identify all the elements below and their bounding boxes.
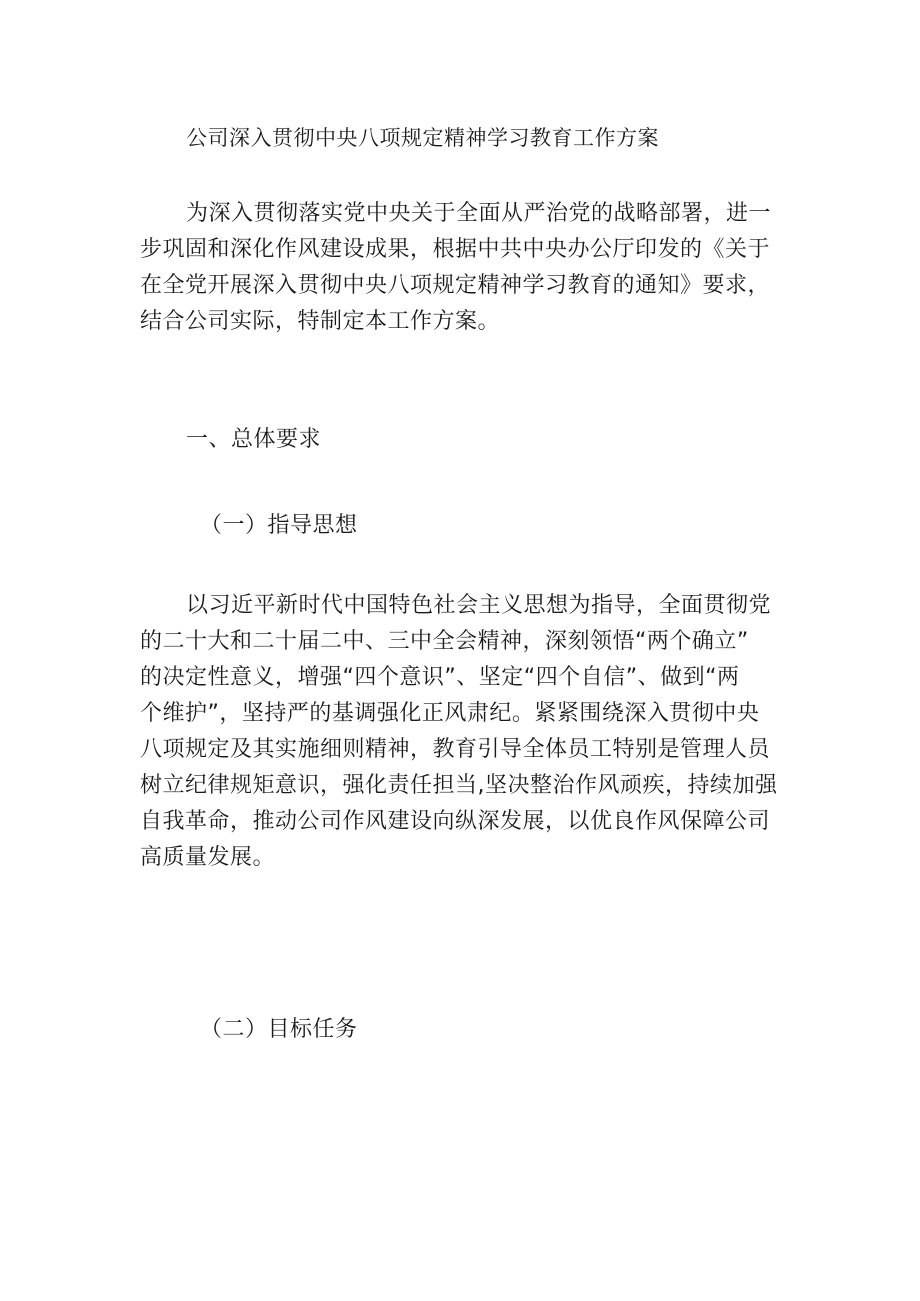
paragraph-line: 的二十大和二十届二中、三中全会精神，深刻领悟“两个确立”	[140, 629, 749, 654]
paragraph-line: 为深入贯彻落实党中央关于全面从严治党的战略部署，进一	[186, 201, 772, 226]
section-heading-overall-requirements: 一、总体要求	[186, 427, 322, 452]
intro-paragraph	[140, 196, 800, 340]
paragraph-line: 自我革命，推动公司作风建设向纵深发展，以优良作风保障公司	[140, 809, 771, 834]
paragraph-line: 步巩固和深化作风建设成果，根据中共中央办公厅印发的《关于	[140, 237, 771, 262]
subsection-heading-goals-tasks: （二）目标任务	[200, 1017, 358, 1042]
paragraph-line: 高质量发展。	[140, 845, 276, 870]
guiding-thought-paragraph	[140, 588, 800, 876]
document-title: 公司深入贯彻中央八项规定精神学习教育工作方案	[186, 126, 659, 150]
paragraph-line: 个维护”，坚持严的基调强化正风肃纪。紧紧围绕深入贯彻中央	[140, 701, 760, 726]
paragraph-line: 的决定性意义，增强“四个意识”、坚定“四个自信”、做到“两	[140, 665, 740, 690]
paragraph-line: 树立纪律规矩意识，强化责任担当,坚决整治作风顽疾，持续加强	[140, 773, 778, 798]
paragraph-line: 在全党开展深入贯彻中央八项规定精神学习教育的通知》要求，	[140, 273, 771, 298]
subsection-heading-guiding-thought: （一）指导思想	[200, 513, 358, 538]
paragraph-line: 八项规定及其实施细则精神，教育引导全体员工特别是管理人员	[140, 737, 771, 762]
paragraph-line: 结合公司实际，特制定本工作方案。	[140, 309, 501, 334]
paragraph-line: 以习近平新时代中国特色社会主义思想为指导，全面贯彻党	[186, 593, 772, 618]
